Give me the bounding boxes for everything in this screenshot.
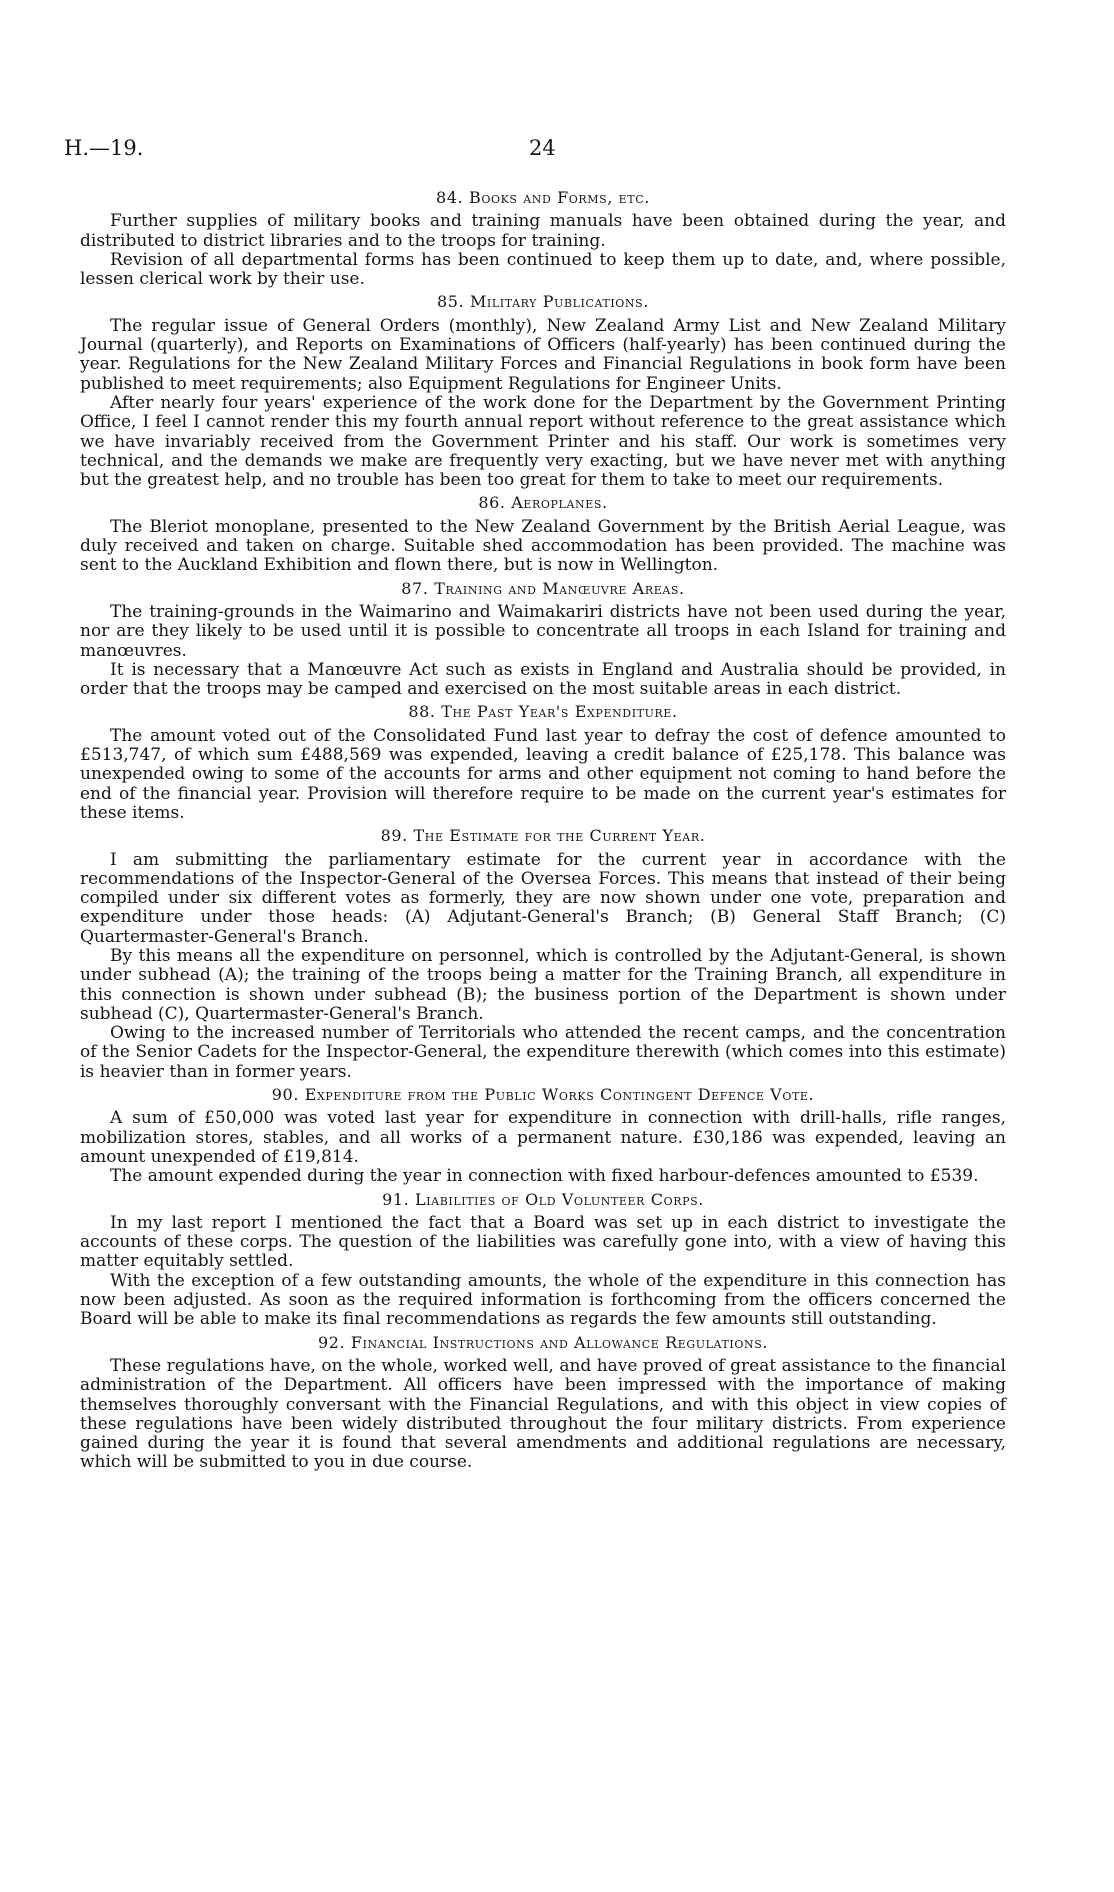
section-heading: [80, 1333, 1006, 1352]
section-number: 84.: [436, 188, 464, 207]
paragraph: A sum of £50,000 was voted last year for expenditure in connection with drill-halls, rifle ranges, mobilization stores, stables, and all works of a permanent nature. £30,186 was expended, leaving an amount unexpended of £19,814.: [80, 1108, 1006, 1167]
paragraph: Further supplies of military books and training manuals have been obtained during the year, and distributed to district libraries and to the troops for training.: [80, 211, 1006, 251]
section-title: The Estimate for the Current Year.: [413, 826, 706, 846]
document-body: [80, 185, 1006, 1473]
section-heading: [80, 188, 1006, 207]
section-title: Military Publications.: [469, 292, 649, 312]
paragraph: The amount voted out of the Consolidated Fund last year to defray the cost of defence amounted to £513,747, of which sum £488,569 was expended, leaving a credit balance of £25,178. This balance was unexpended owing to some of the accounts for arms and other equipment not coming to hand before the end of the financial year. Provision will therefore require to be made on the current year's estimates for these items.: [80, 725, 1006, 823]
section-heading: [80, 1190, 1006, 1209]
paragraph: The amount expended during the year in connection with fixed harbour-defences amounted to £539.: [110, 1166, 979, 1187]
section-number: 86.: [478, 493, 506, 513]
section-number: 88.: [408, 702, 436, 722]
section-title: Liabilities of Old Volunteer Corps.: [415, 1189, 704, 1209]
paragraph: With the exception of a few outstanding amounts, the whole of the expenditure in this connection has now been adjusted. As soon as the required information is forthcoming from the officers concerned the Board will be able to make its final recommendations as regards the few amounts still outstanding.: [80, 1270, 1006, 1330]
paragraph: Owing to the increased number of Territorials who attended the recent camps, and the concentration of the Senior Cadets for the Inspector-General, the expenditure therewith (which comes into this estimate) is heavier than in former years.: [80, 1023, 1006, 1082]
section-heading: [80, 579, 1006, 598]
section-heading: [80, 493, 1006, 512]
paragraph: Revision of all departmental forms has been continued to keep them up to date, and, where possible, lessen clerical work by their use.: [80, 249, 1006, 290]
running-head: [64, 136, 1024, 166]
section-number: 89.: [380, 826, 408, 846]
section-heading: [80, 1085, 1006, 1104]
paragraph: After nearly four years' experience of the work done for the Department by the Government Printing Office, I feel I cannot render this my fourth annual report without reference to the great assistance which we have invariably received from the Government Printer and his staff. Our work is sometimes very technical, and the demands we make are frequently very exacting, but we have never met with anything but the greatest help, and no trouble has been too great for them to take to meet our requirements.: [80, 392, 1006, 491]
paragraph: These regulations have, on the whole, worked well, and have proved of great assistance to the financial administration of the Department. All officers have been impressed with the importance of making themselves thoroughly conversant with the Financial Regulations, and with this object in view copies of these regulations have been widely distributed throughout the four military districts. From experience gained during the year it is found that several amendments and additional regulations are necessary, which will be submitted to you in due course.: [80, 1355, 1006, 1473]
section-title: Books and Forms, etc.: [468, 188, 650, 207]
paragraph: The training-grounds in the Waimarino and Waimakariri districts have not been used during the year, nor are they likely to be used until it is possible to concentrate all troops in each Island for training and manœuvres.: [80, 601, 1006, 661]
section-title: Financial Instructions and Allowance Regulations.: [350, 1332, 769, 1352]
section-heading: [80, 292, 1006, 311]
section-number: 91.: [382, 1189, 410, 1209]
section-title: The Past Year's Expenditure.: [441, 702, 678, 722]
report-reference: H.—19.: [64, 136, 144, 160]
paragraph: In my last report I mentioned the fact that a Board was set up in each district to investigate the accounts of these corps. The question of the liabilities was carefully gone into, with a view of having this matter equitably settled.: [80, 1212, 1006, 1272]
section-number: 85.: [437, 292, 465, 312]
page-number: 24: [529, 136, 556, 160]
paragraph: The regular issue of General Orders (monthly), New Zealand Army List and New Zealand Military Journal (quarterly), and Reports on Examinations of Officers (half-yearly) has been continued during the year. Regulations for the New Zealand Military Forces and Financial Regulations in book form have been published to meet requirements; also Equipment Regulations for Engineer Units.: [80, 315, 1006, 394]
paragraph: The Bleriot monoplane, presented to the New Zealand Government by the British Aerial League, was duly received and taken on charge. Suitable shed accommodation has been provided. The machine was sent to the Auckland Exhibition and flown there, but is now in Wellington.: [80, 516, 1006, 576]
section-heading: [80, 702, 1006, 721]
section-number: 90.: [271, 1085, 300, 1105]
paragraph: By this means all the expenditure on personnel, which is controlled by the Adjutant-General, is shown under subhead (A); the training of the troops being a matter for the Training Branch, all expenditure in this connection is shown under subhead (B); the business portion of the Department is shown under subhead (C), Quartermaster-General's Branch.: [80, 945, 1006, 1024]
section-title: Expenditure from the Public Works Contingent Defence Vote.: [304, 1085, 815, 1105]
paragraph: I am submitting the parliamentary estimate for the current year in accordance with the recommendations of the Inspector-General of the Oversea Forces. This means that instead of their being compiled under six different votes as formerly, they are now shown under one vote, preparation and expenditure under those heads: (A) Adjutant-General's Branch; (B) General Staff Branch; (C) Quartermaster-General's Branch.: [80, 849, 1006, 947]
paragraph: It is necessary that a Manœuvre Act such as exists in England and Australia should be provided, in order that the troops may be camped and exercised on the most suitable areas in each district.: [80, 659, 1006, 700]
section-number: 92.: [317, 1332, 346, 1352]
section-title: Aeroplanes.: [511, 493, 608, 513]
section-title: Training and Manœuvre Areas.: [434, 578, 685, 598]
section-number: 87.: [401, 578, 429, 598]
section-heading: [80, 826, 1006, 845]
